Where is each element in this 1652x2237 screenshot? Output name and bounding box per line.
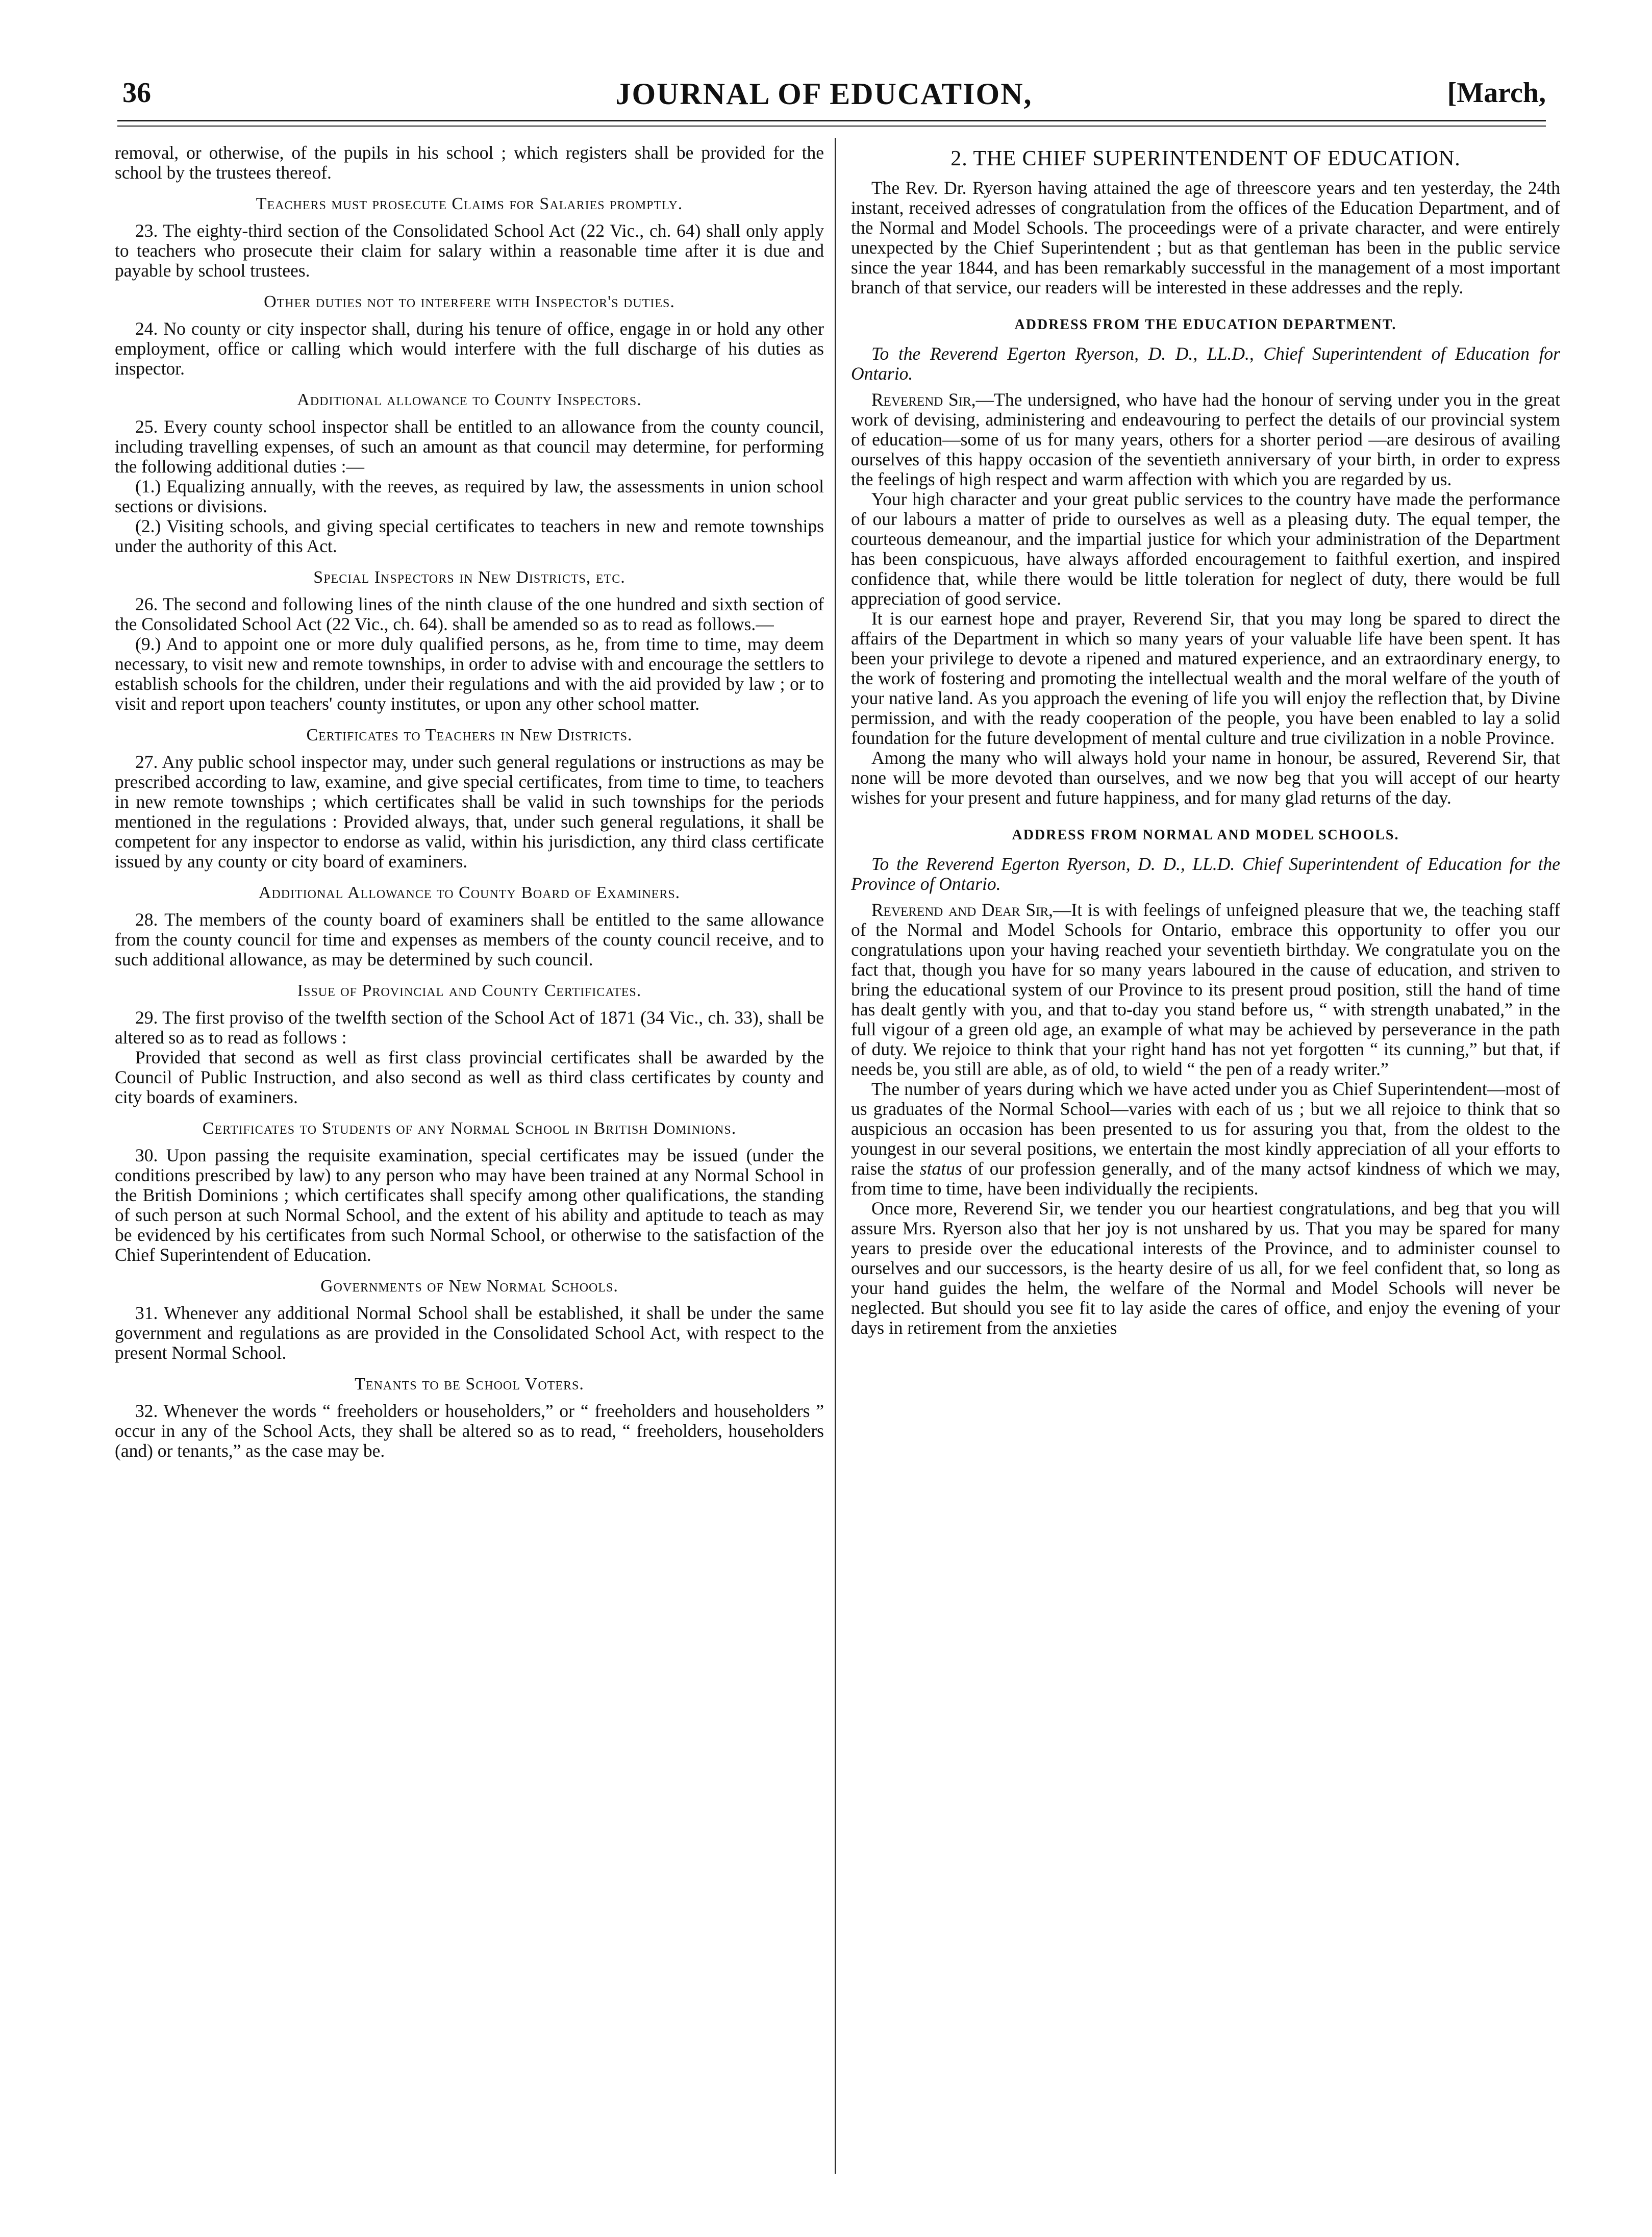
salutation-reverend-sir: Reverend Sir, <box>871 389 976 410</box>
section-heading-special-inspectors: Special Inspectors in New Districts, etc. <box>313 568 625 587</box>
paragraph-26-9: (9.) And to appoint one or more duly qualified persons, as he, from time to time, may deem necessary, to visit new and remote townships, in order to advise with and encourage the settlers to establish schools for the children, under their regulations and with the aid provided by law ; or to visit and report upon teachers' county institutes, or upon any other school matter. <box>115 634 824 714</box>
salutation-reverend-dear-sir: Reverend and Dear Sir, <box>871 900 1054 920</box>
paragraph-23: 23. The eighty-third section of the Consolidated School Act (22 Vic., ch. 64) shall only apply to teachers who prosecute their claim for salary within a reasonable time after it is due and payable by school trustees. <box>115 220 824 281</box>
paragraph-25-2: (2.) Visiting schools, and giving special certificates to teachers in new and remote townships under the authority of this Act. <box>115 516 824 556</box>
normal-address-text-2a: The number of years during which we have acted under you as Chief Superintendent—most of us graduates of the Normal School—varies with each of us ; but we all rejoice to think that so auspicious an occasion has been presented to us for assuring you that, from the oldest to the youngest in our several positions, we entertain the most kindly appreciation of all your efforts to raise the <box>851 1079 1560 1179</box>
department-address-paragraph-2: Your high character and your great public services to the country have made the performance of our labours a matter of pride to ourselves as well as a pleasing duty. The equal temper, the courteous demeanour, and the impartial justice for which your administration of the Department has been conspicuous, have always afforded encouragement to faithful exertion, and inspired confidence that, while there would be little toleration for neglect of duty, there would be full appreciation of good service. <box>851 489 1560 609</box>
section-heading-county-inspectors: Additional allowance to County Inspectors. <box>297 390 642 409</box>
paragraph-29: 29. The first proviso of the twelfth section of the School Act of 1871 (34 Vic., ch. 33), shall be altered so as to read as follows : <box>115 1007 824 1048</box>
section-heading-normal-school-students: Certificates to Students of any Normal School in British Dominions. <box>202 1119 737 1138</box>
normal-address-text-1: —It is with feelings of unfeigned pleasure that we, the teaching staff of the Normal and Model Schools for Ontario, embrace this opportunity to offer you our congratulations upon your having reached your seventieth birthday. We congratulate you on the fact that, though you have for so many years laboured in the cause of education, and striven to bring the educational system of our Province to its present proud position, still the hand of time has dealt gently with you, and that to-day you stand before us, “ with strength unabated,” in the full vigour of a green old age, an example of what may be achieved by perseverance in the path of duty. We rejoice to think that your right hand has not yet forgotten “ its cunning,” but that, if needs be, you still are able, as of old, to wield “ the pen of a ready writer.” <box>851 900 1560 1079</box>
normal-address-text-2b: of our profession generally, and of the many actsof kindness of which we may, from time to time, have been individually the recipients. <box>851 1158 1561 1199</box>
paragraph-27: 27. Any public school inspector may, under such general regulations or instructions as may be prescribed according to law, examine, and give special certificates, from time to time, to teachers in new remote townships ; which certificates shall be valid in such townships for the periods mentioned in the regulations : Provided always, that, under such general regulations, it shall be competent for any inspector to endorse as valid, within his jurisdiction, any third class certificate issued by any county or city board of examiners. <box>115 752 824 872</box>
section-heading-teachers-claims: Teachers must prosecute Claims for Salaries promptly. <box>256 194 683 213</box>
paragraph-32: 32. Whenever the words “ freeholders or householders,” or “ freeholders and householders ” occur in any of the School Acts, they shall be altered so as to read, “ freeholders, householders (and) or tenants,” as the case may be. <box>115 1401 824 1461</box>
running-header <box>102 77 1546 122</box>
paragraph-intro: removal, or otherwise, of the pupils in his school ; which registers shall be provided for the school by the trustees thereof. <box>115 142 824 183</box>
department-address-text-1: —The undersigned, who have had the honour of serving under you in the great work of devising, administering and endeavouring to perfect the details of our provincial system of education—some of us for many years, others for a shorter period —are desirous of availing ourselves of this happy occasion of the seventieth anniversary of your birth, in order to express the feelings of high respect and warm affection with which you are regarded by us. <box>851 389 1561 489</box>
header-month: [March, <box>1447 77 1546 109</box>
paragraph-24: 24. No county or city inspector shall, during his tenure of office, engage in or hold any other employment, office or calling which would interfere with the full discharge of his duties as inspector. <box>115 318 824 379</box>
left-column <box>115 143 824 1461</box>
header-rule-thin <box>117 126 1546 127</box>
section-heading-certificates-new-districts: Certificates to Teachers in New Districts. <box>306 726 633 744</box>
section-heading-tenants: Tenants to be School Voters. <box>355 1375 584 1394</box>
paragraph-30: 30. Upon passing the requisite examination, special certificates may be issued (under the conditions prescribed by law) to any person who may have been trained at any Normal School in the British Dominions ; which certificates shall specify among other qualifications, the standing of such person at such Normal School, and the extent of his ability and aptitude to teach as may be evidenced by his certificates from such Normal School, or otherwise to the satisfaction of the Chief Superintendent of Education. <box>115 1145 824 1265</box>
article-intro: The Rev. Dr. Ryerson having attained the age of threescore years and ten yesterday, the 24th instant, received adresses of congratulation from the offices of the Education Department, and of the Normal and Model Schools. The proceedings were of a private character, and were entirely unexpected by the Chief Superintendent ; but as that gentleman has been in the public service since the year 1844, and has been remarkably successful in the management of a most important branch of that service, our readers will be interested in these addresses and the reply. <box>851 178 1560 297</box>
department-address-paragraph-1 <box>851 390 1560 489</box>
subheading-normal-model-schools: ADDRESS FROM NORMAL AND MODEL SCHOOLS. <box>1012 827 1399 843</box>
right-column <box>851 143 1560 1338</box>
status-word: status <box>919 1158 962 1179</box>
column-divider <box>835 138 836 2174</box>
paragraph-25: 25. Every county school inspector shall be entitled to an allowance from the county council, including travelling expenses, of such an amount as that council may determine, for performing the following additional duties :— <box>115 416 824 477</box>
section-heading-provincial-certificates: Issue of Provincial and County Certificates. <box>297 981 642 1000</box>
section-heading-governments: Governments of New Normal Schools. <box>320 1277 618 1296</box>
paragraph-28: 28. The members of the county board of examiners shall be entitled to the same allowance from the county council for time and expenses as members of the county council receive, and to such additional allowance, as may be determined by such council. <box>115 909 824 970</box>
normal-address-paragraph-2 <box>851 1079 1560 1199</box>
subheading-education-department: ADDRESS FROM THE EDUCATION DEPARTMENT. <box>1014 317 1397 333</box>
department-address-paragraph-3: It is our earnest hope and prayer, Reverend Sir, that you may long be spared to direct the affairs of the Department in which so many years of your valuable life have been spent. It has been your privilege to devote a ripened and matured experience, and an extraordinary energy, to the work of fostering and promoting the intellectual wealth and the moral welfare of the youth of your native land. As you approach the evening of life you will enjoy the reflection that, by Divine permission, and with the ready cooperation of the people, you have been enabled to lay a solid foundation for the future development of mental culture and true civilization in a noble Province. <box>851 608 1560 748</box>
article-heading: 2. THE CHIEF SUPERINTENDENT OF EDUCATION. <box>950 147 1461 170</box>
paragraph-29-proviso: Provided that second as well as first class provincial certificates shall be awarded by the Council of Public Instruction, and also second as well as third class certificates by county and city boards of examiners. <box>115 1047 824 1107</box>
paragraph-25-1: (1.) Equalizing annually, with the reeves, as required by law, the assessments in union school sections or divisions. <box>115 476 824 516</box>
normal-address-paragraph-3: Once more, Reverend Sir, we tender you our heartiest congratulations, and beg that you will assure Mrs. Ryerson also that her joy is not unshared by us. That you may be spared for many years to preside over the educational interests of the Province, and to administer counsel to ourselves and our successors, is the hearty desire of us all, for we feel confident that, so long as your hand guides the helm, the welfare of the Normal and Model Schools will never be neglected. But should you see fit to lay aside the cares of office, and enjoy the evening of your days in retirement from the anxieties <box>851 1198 1560 1338</box>
page-number: 36 <box>122 77 151 109</box>
normal-address-paragraph-1 <box>851 900 1560 1079</box>
section-heading-board-examiners: Additional Allowance to County Board of Examiners. <box>258 883 681 902</box>
department-address-paragraph-4: Among the many who will always hold your name in honour, be assured, Reverend Sir, that none will be more devoted than ourselves, and we now beg that you will accept of our hearty wishes for your present and future happiness, and for many glad returns of the day. <box>851 748 1560 808</box>
paragraph-31: 31. Whenever any additional Normal School shall be established, it shall be under the same government and regulations as are provided in the Consolidated School Act, with respect to the present Normal School. <box>115 1303 824 1363</box>
paragraph-26: 26. The second and following lines of the ninth clause of the one hundred and sixth section of the Consolidated School Act (22 Vic., ch. 64). shall be amended so as to read as follows.— <box>115 594 824 634</box>
address-recipient-department: To the Reverend Egerton Ryerson, D. D., LL.D., Chief Superintendent of Education for Ontario. <box>851 343 1560 384</box>
journal-title: JOURNAL OF EDUCATION, <box>615 77 1033 111</box>
address-recipient-normal: To the Reverend Egerton Ryerson, D. D., LL.D. Chief Superintendent of Education for the Province of Ontario. <box>851 854 1560 894</box>
section-heading-other-duties: Other duties not to interfere with Inspector's duties. <box>264 292 675 311</box>
header-rule <box>117 120 1546 121</box>
